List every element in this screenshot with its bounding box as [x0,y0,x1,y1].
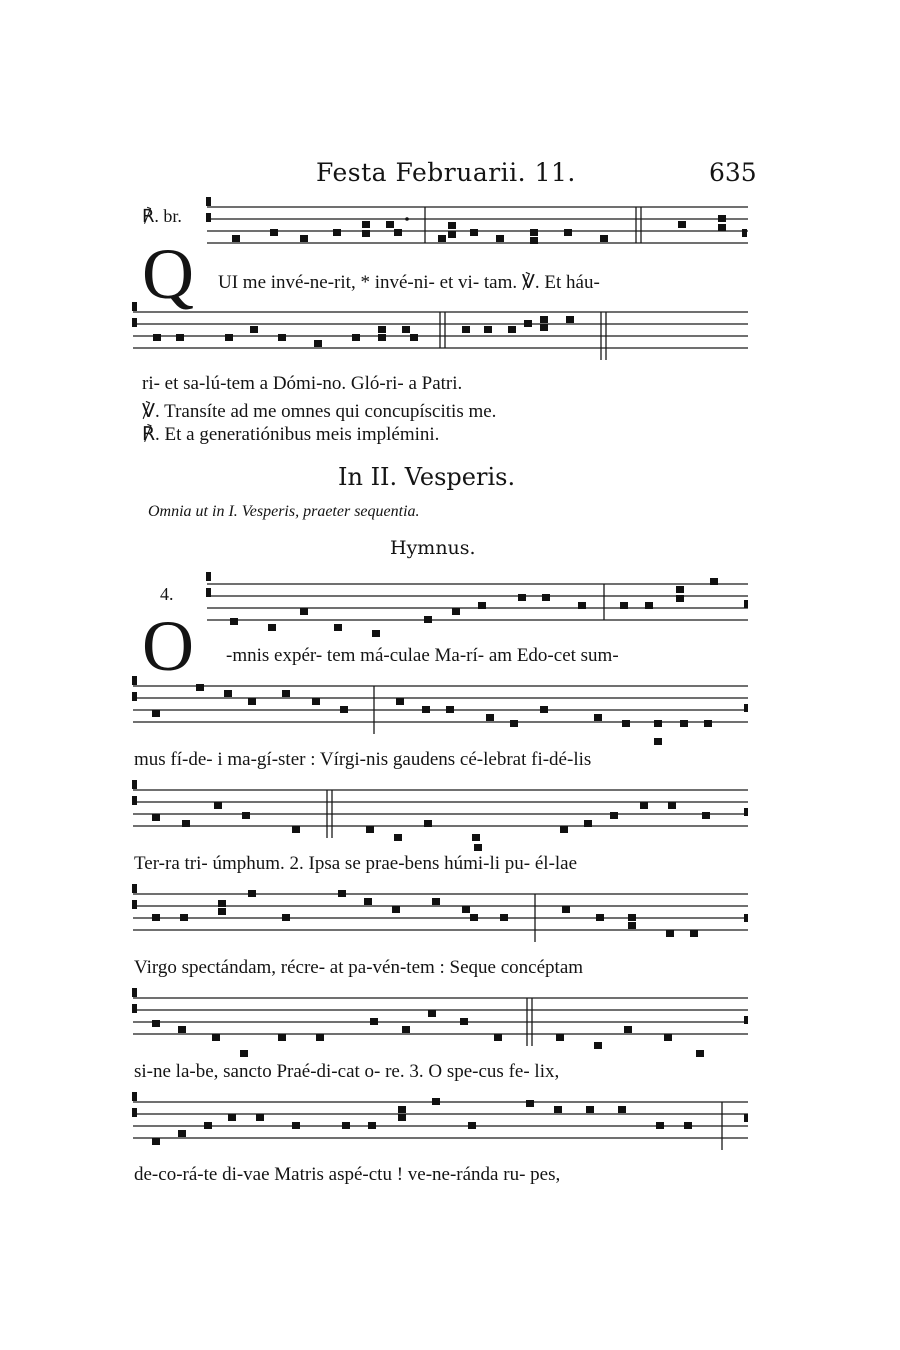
hymn-lyric-line-2: mus fí-de- i ma-gí-ster : Vírgi-nis gaudens cé-lebrat fi-dé-lis [134,749,592,770]
rubric-note: Omnia ut in I. Vesperis, praeter sequentia. [148,503,420,520]
mode-number: 4. [160,584,174,604]
staff-5 [132,780,748,851]
staff-3 [206,572,748,637]
staff-4 [132,676,748,745]
page-number: 635 [709,158,757,187]
staff-2 [132,302,748,360]
response-line: ℟. Et a generatiónibus meis implémini. [142,424,440,445]
hymn-lyric-line-4: Virgo spectándam, récre- at pa-vén-tem : Seque concéptam [134,957,584,978]
section-title: In II. Vesperis. [338,463,516,491]
staff-8 [132,1092,748,1150]
staff-1 [206,197,748,244]
hymn-lyric-line-6: de-co-rá-te di-vae Matris aspé-ctu ! ve-ne-ránda ru- pes, [134,1164,561,1185]
hymn-lyric-line-1: -mnis expér- tem má-culae Ma-rí- am Edo-cet sum- [226,645,619,666]
staff-7 [132,988,748,1057]
hymn-lyric-line-3: Ter-ra tri- úmphum. 2. Ipsa se prae-bens húmi-li pu- él-lae [134,853,578,874]
versicle-line: ℣. Transíte ad me omnes qui concupíscitis me. [142,401,497,422]
responsory-lyric-line-1: UI me invé-ne-rit, * invé-ni- et vi- tam. ℣. Et háu- [218,272,600,293]
hymn-label: Hymnus. [390,537,476,559]
responsory-label: ℟. br. [142,206,182,226]
responsory-lyric-line-2: ri- et sa-lú-tem a Dómi-no. Gló-ri- a Patri. [142,373,463,394]
responsory-initial: Q [142,234,194,314]
hymn-initial: O [142,606,194,686]
page-title: Festa Februarii. 11. [316,158,576,187]
hymn-lyric-line-5: si-ne la-be, sancto Praé-di-cat o- re. 3. O spe-cus fe- lix, [134,1061,560,1082]
staff-6 [132,884,748,942]
